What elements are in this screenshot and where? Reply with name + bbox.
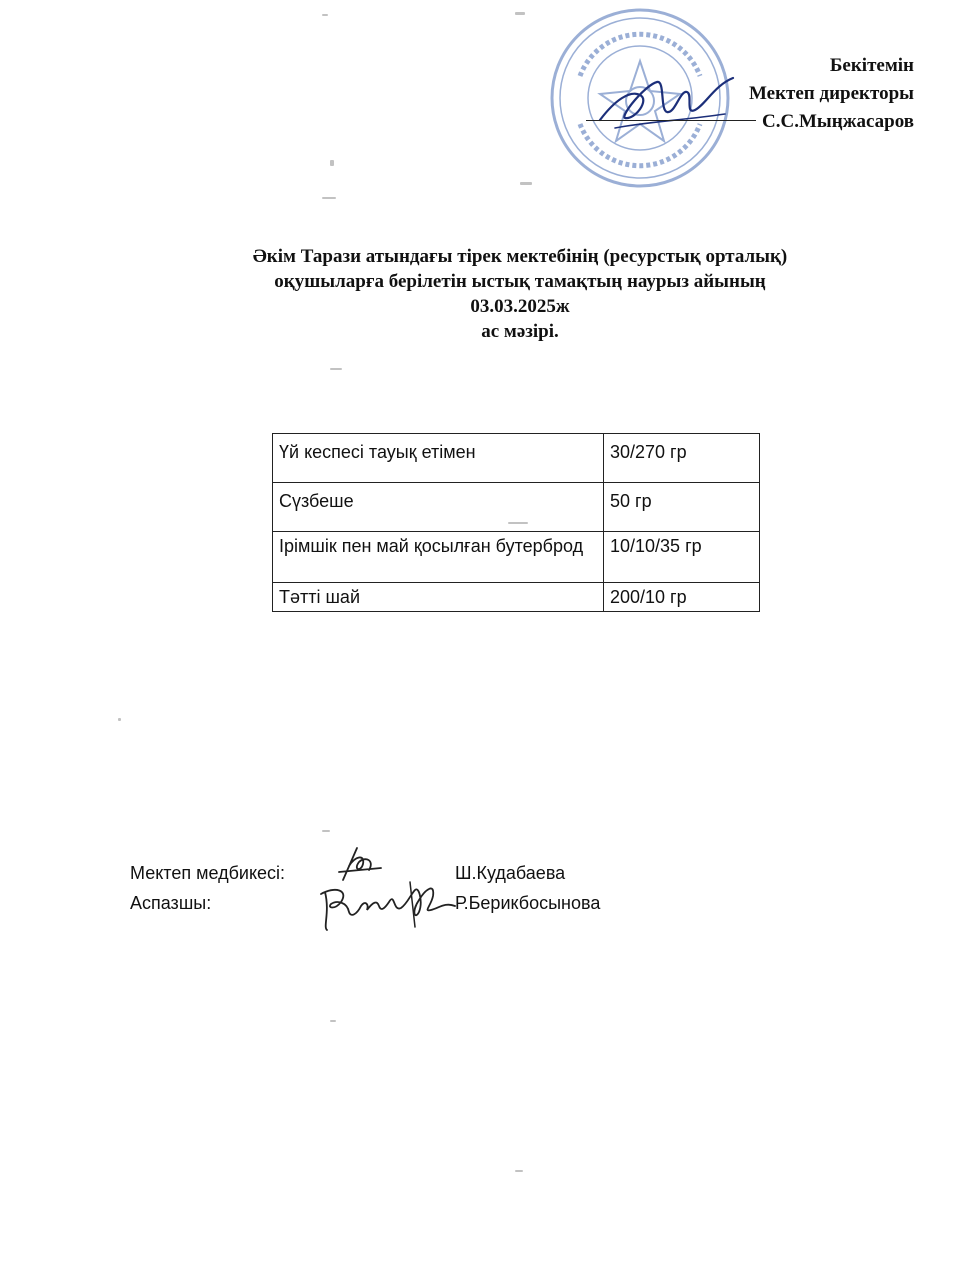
approval-name-line [586, 108, 914, 136]
document-title [0, 244, 960, 344]
signature-line [586, 120, 756, 121]
dish-name: Ірімшік пен май қосылған бутерброд [273, 532, 604, 583]
table-row [273, 483, 760, 532]
scan-speck [515, 1170, 523, 1172]
scan-speck [330, 368, 342, 370]
scan-speck [515, 12, 525, 15]
director-name: С.С.Мыңжасаров [762, 111, 914, 132]
dish-portion: 50 гр [604, 483, 760, 532]
dish-portion: 30/270 гр [604, 434, 760, 483]
title-line-4: ас мәзірі. [481, 321, 559, 342]
nurse-role: Мектеп медбикесі: [130, 863, 286, 883]
cook-signature-icon [315, 872, 465, 934]
menu-table [272, 433, 760, 612]
title-line-1: Әкім Тарази атындағы тірек мектебінің (ресурстық орталық) [252, 246, 788, 267]
scan-speck [330, 1020, 336, 1022]
nurse-name: Ш.Кудабаева [455, 863, 566, 883]
dish-name: Сүзбеше [273, 483, 604, 532]
cook-role: Аспазшы: [130, 893, 212, 913]
dish-name: Үй кеспесі тауық етімен [273, 434, 604, 483]
table-row [273, 434, 760, 483]
scan-speck [322, 197, 336, 199]
scan-speck [322, 14, 328, 16]
cook-name: Р.Берикбосынова [455, 893, 601, 913]
table-row [273, 583, 760, 612]
scan-speck [118, 718, 121, 721]
scan-speck [330, 160, 334, 166]
approval-heading: Бекітемін [829, 55, 914, 76]
scan-speck [322, 830, 330, 832]
dish-name: Тәтті шай [273, 583, 604, 612]
approval-position: Мектеп директоры [748, 83, 914, 104]
table-row [273, 532, 760, 583]
dish-portion: 200/10 гр [604, 583, 760, 612]
scan-speck [520, 182, 532, 185]
title-date: 03.03.2025ж [470, 296, 570, 317]
dish-portion: 10/10/35 гр [604, 532, 760, 583]
title-line-2: оқушыларға берілетін ыстық тамақтың наурыз айының [274, 271, 766, 292]
approval-block [586, 52, 914, 136]
